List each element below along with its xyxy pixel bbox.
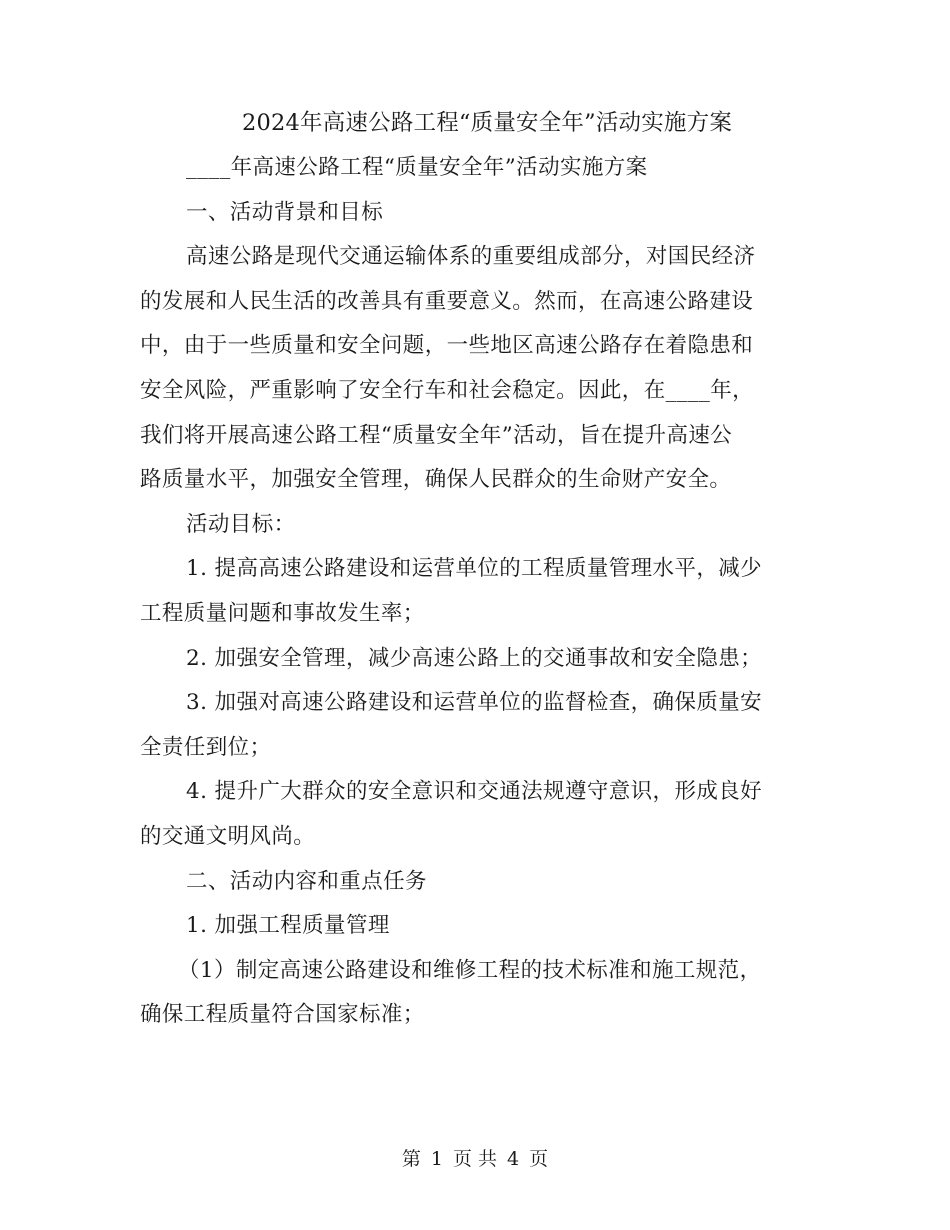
text-line: 确保工程质量符合国家标准； (140, 1002, 425, 1028)
document-title: 2024年高速公路工程“质量安全年”活动实施方案 (241, 110, 733, 136)
text-line: （1）制定高速公路建设和维修工程的技术标准和施工规范， (178, 957, 762, 983)
footer-suffix: 页 (529, 1148, 549, 1170)
text-line: 的交通文明风尚。 (140, 823, 316, 849)
document-body (140, 100, 810, 1038)
text-line: 二、活动内容和重点任务 (186, 868, 427, 894)
text-line: 路质量水平，加强安全管理，确保人民群众的生命财产安全。 (140, 467, 732, 493)
text-line: 工程质量问题和事故发生率； (140, 600, 425, 626)
text-line: 高速公路是现代交通运输体系的重要组成部分，对国民经济 (186, 244, 756, 270)
text-line: ____年高速公路工程“质量安全年”活动实施方案 (186, 155, 648, 180)
text-line: 活动目标： (186, 511, 296, 537)
text-line: 1. 提高高速公路建设和运营单位的工程质量管理水平，减少 (186, 556, 763, 582)
text-line: 安全风险，严重影响了安全行车和社会稳定。因此，在____年， (140, 377, 755, 403)
footer-prefix: 第 (401, 1148, 421, 1170)
text-line: 我们将开展高速公路工程“质量安全年”活动，旨在提升高速公 (140, 422, 733, 448)
footer-page-number: 1 (430, 1148, 443, 1170)
text-line: 2. 加强安全管理，减少高速公路上的交通事故和安全隐患； (186, 645, 763, 671)
footer-total-pages: 4 (507, 1148, 520, 1170)
page-footer (0, 1145, 950, 1173)
text-line: 一、活动背景和目标 (186, 199, 384, 225)
text-line: 4. 提升广大群众的安全意识和交通法规遵守意识，形成良好 (186, 779, 763, 805)
document-paragraphs (140, 146, 810, 1038)
text-line: 3. 加强对高速公路建设和运营单位的监督检查，确保质量安 (186, 690, 763, 716)
text-line: 的发展和人民生活的改善具有重要意义。然而，在高速公路建设 (140, 288, 754, 314)
footer-middle: 页 共 (452, 1148, 498, 1170)
text-line: 全责任到位； (140, 734, 272, 760)
text-line: 中，由于一些质量和安全问题，一些地区高速公路存在着隐患和 (140, 333, 754, 359)
text-line: 1. 加强工程质量管理 (186, 913, 390, 939)
